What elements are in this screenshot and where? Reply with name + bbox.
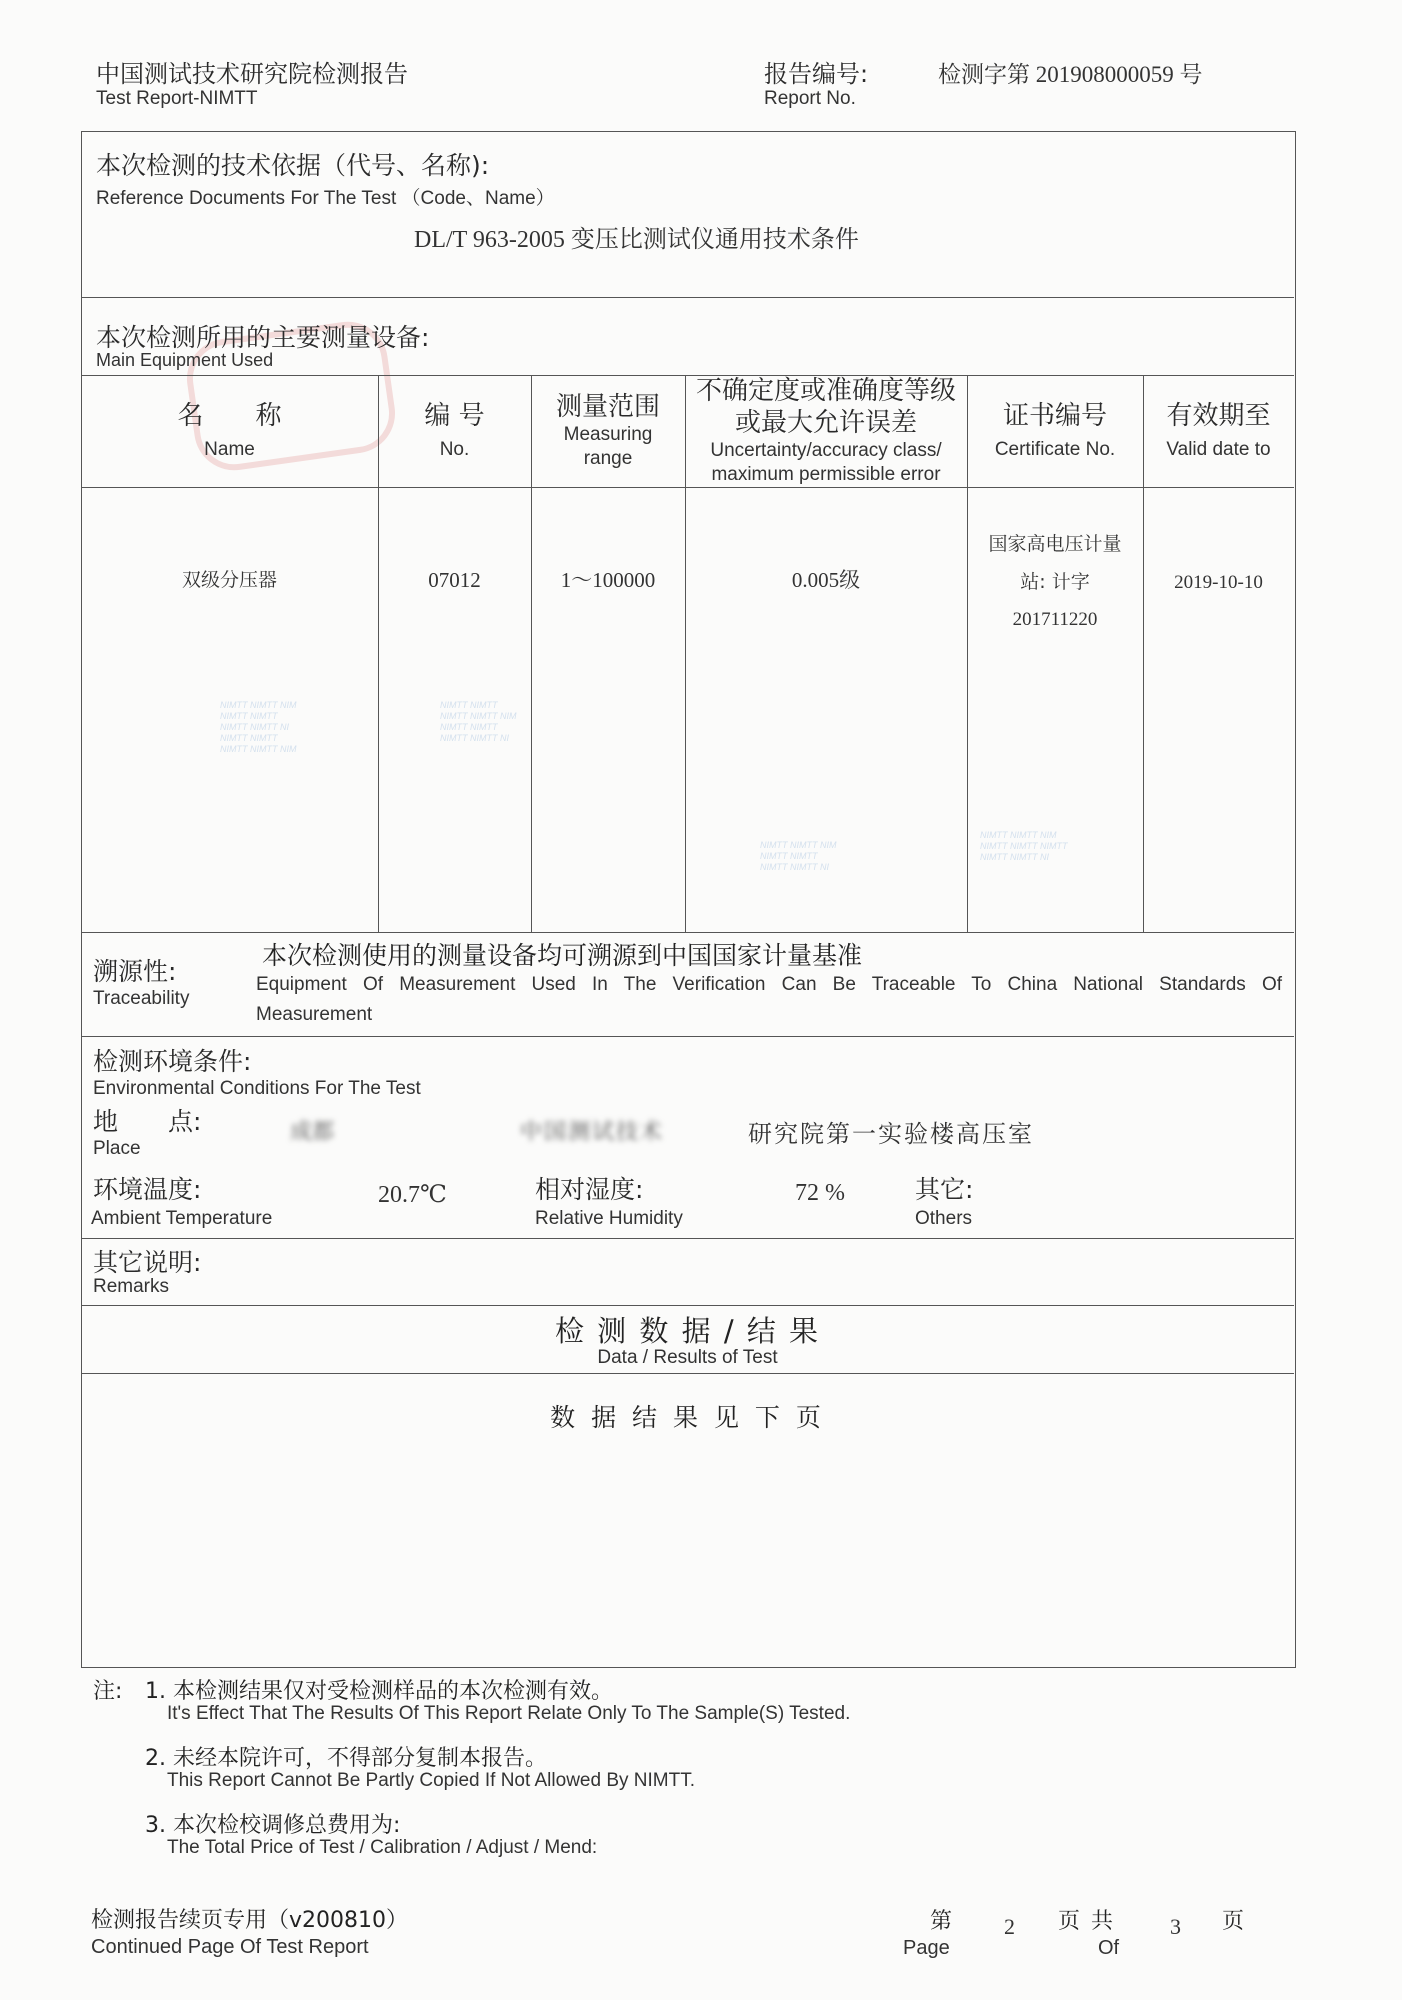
column-header-cn: 有效期至: [1166, 401, 1271, 431]
divider: [81, 932, 1294, 933]
page-of-en: Of: [1098, 1937, 1120, 1959]
equipment-name: 双级分压器: [181, 569, 277, 591]
column-header-cn: 名 称: [177, 401, 282, 431]
equipment-range: 1～100000: [560, 568, 656, 592]
column-header-cn: 编 号: [424, 401, 485, 431]
nimtt-watermark: NIMTT NIMTT NIM NIMTT NIMTT NIMTT NIMTT NIMTT NI: [980, 830, 1068, 862]
reference-title-en: Reference Documents For The Test （Code、Name）: [96, 188, 555, 209]
traceability-label-en: Traceability: [93, 988, 190, 1009]
column-header-name: [81, 375, 378, 487]
certificate-line: 国家高电压计量: [988, 533, 1122, 555]
column-header-range: [531, 375, 685, 487]
column-header-en: Measuring range: [563, 424, 653, 469]
page-label-en: Page: [903, 1937, 950, 1959]
page-end-cn: 页: [1222, 1909, 1245, 1934]
column-header-en: Certificate No.: [994, 439, 1116, 460]
place-label-cn: 地 点:: [93, 1107, 202, 1136]
divider: [81, 1373, 1294, 1374]
divider: [81, 1305, 1294, 1306]
note-en: The Total Price of Test / Calibration / Adjust / Mend:: [167, 1837, 598, 1858]
temperature-label-cn: 环境温度:: [93, 1175, 202, 1204]
humidity-label-cn: 相对湿度:: [535, 1175, 644, 1204]
place-value-redacted: 中国测试技术: [520, 1120, 665, 1145]
page-current: 2: [1004, 1914, 1015, 1939]
column-header-en: Valid date to: [1166, 439, 1271, 460]
remarks-label-en: Remarks: [93, 1276, 170, 1297]
column-header-en: No.: [439, 439, 470, 460]
equipment-title-cn: 本次检测所用的主要测量设备:: [96, 323, 430, 352]
reference-value: DL/T 963-2005 变压比测试仪通用技术条件: [414, 227, 859, 253]
note-en: This Report Cannot Be Partly Copied If Not Allowed By NIMTT.: [167, 1770, 695, 1791]
traceability-value-en: Equipment Of Measurement Used In The Verification Can Be Traceable To China National Standards Of: [256, 974, 1282, 995]
nimtt-watermark: NIMTT NIMTT NIM NIMTT NIMTT NIMTT NIMTT NI: [760, 840, 837, 872]
column-header-valid-date: [1143, 375, 1294, 487]
equipment-certificate: [967, 522, 1143, 642]
note-cn: 3. 本次检校调修总费用为:: [145, 1813, 401, 1838]
notes-prefix: 注:: [93, 1679, 123, 1704]
report-no-value: 检测字第 201908000059 号: [938, 62, 1203, 87]
equipment-no: 07012: [428, 568, 481, 592]
page-label-cn: 第: [930, 1909, 953, 1934]
temperature-value: 20.7℃: [378, 1182, 447, 1208]
certificate-line: 201711220: [1012, 609, 1098, 630]
org-title-en: Test Report-NIMTT: [96, 88, 258, 109]
nimtt-watermark: NIMTT NIMTT NIM NIMTT NIMTT NIMTT NIMTT NI NIMTT NIMTT NIMTT NIMTT NIM: [220, 700, 297, 754]
others-label-en: Others: [915, 1208, 973, 1229]
form-version-cn: 检测报告续页专用（v200810）: [91, 1908, 409, 1933]
temperature-label-en: Ambient Temperature: [91, 1208, 273, 1229]
divider: [81, 1238, 1294, 1239]
org-title-cn: 中国测试技术研究院检测报告: [96, 60, 408, 88]
remarks-label-cn: 其它说明:: [93, 1248, 202, 1277]
note-cn: 2. 未经本院许可，不得部分复制本报告。: [145, 1746, 547, 1771]
reference-title-cn: 本次检测的技术依据（代号、名称):: [96, 151, 490, 180]
column-header-no: [378, 375, 531, 487]
nimtt-watermark: NIMTT NIMTT NIMTT NIMTT NIM NIMTT NIMTT NIMTT NIMTT NI: [440, 700, 517, 743]
divider: [81, 1036, 1294, 1037]
page-total: 3: [1170, 1914, 1181, 1939]
column-header-cn: 测量范围: [555, 392, 660, 422]
equipment-title-en: Main Equipment Used: [96, 350, 274, 370]
results-body: 数 据 结 果 见 下 页: [550, 1403, 825, 1432]
divider: [81, 487, 1294, 488]
place-value: 研究院第一实验楼高压室: [748, 1122, 1034, 1148]
column-header-en: Name: [204, 439, 255, 460]
form-version-en: Continued Page Of Test Report: [91, 1936, 369, 1958]
others-label-cn: 其它:: [915, 1175, 974, 1204]
equipment-valid-date: 2019-10-10: [1174, 572, 1263, 593]
results-title-en: Data / Results of Test: [597, 1347, 778, 1368]
certificate-line: 站: 计字: [1020, 571, 1090, 593]
traceability-value-en-cont: Measurement: [256, 1004, 373, 1025]
equipment-accuracy: 0.005级: [791, 568, 861, 592]
humidity-label-en: Relative Humidity: [535, 1208, 683, 1229]
report-no-label-cn: 报告编号:: [764, 60, 869, 88]
note-cn: 1. 本检测结果仅对受检测样品的本次检测有效。: [145, 1679, 613, 1704]
column-header-cn: 不确定度或准确度等级或最大允许误差: [696, 376, 957, 438]
column-header-cn: 证书编号: [1002, 401, 1107, 431]
environment-title-cn: 检测环境条件:: [93, 1047, 252, 1076]
page-separator-cn: 页 共: [1058, 1909, 1115, 1934]
column-header-en: Uncertainty/accuracy class/ maximum permissible error: [710, 440, 942, 485]
column-header-accuracy: [685, 375, 967, 487]
environment-title-en: Environmental Conditions For The Test: [93, 1078, 421, 1099]
traceability-label-cn: 溯源性:: [93, 957, 177, 986]
place-label-en: Place: [93, 1138, 141, 1159]
traceability-value-cn: 本次检测使用的测量设备均可溯源到中国国家计量基准: [262, 941, 863, 970]
column-header-certificate: [967, 375, 1143, 487]
place-value-redacted: 成都: [290, 1120, 335, 1145]
report-no-label-en: Report No.: [764, 88, 856, 109]
results-title-cn: 检 测 数 据 / 结 果: [554, 1314, 821, 1348]
divider: [81, 297, 1294, 298]
note-en: It's Effect That The Results Of This Report Relate Only To The Sample(S) Tested.: [167, 1703, 851, 1724]
humidity-value: 72 %: [795, 1180, 845, 1206]
